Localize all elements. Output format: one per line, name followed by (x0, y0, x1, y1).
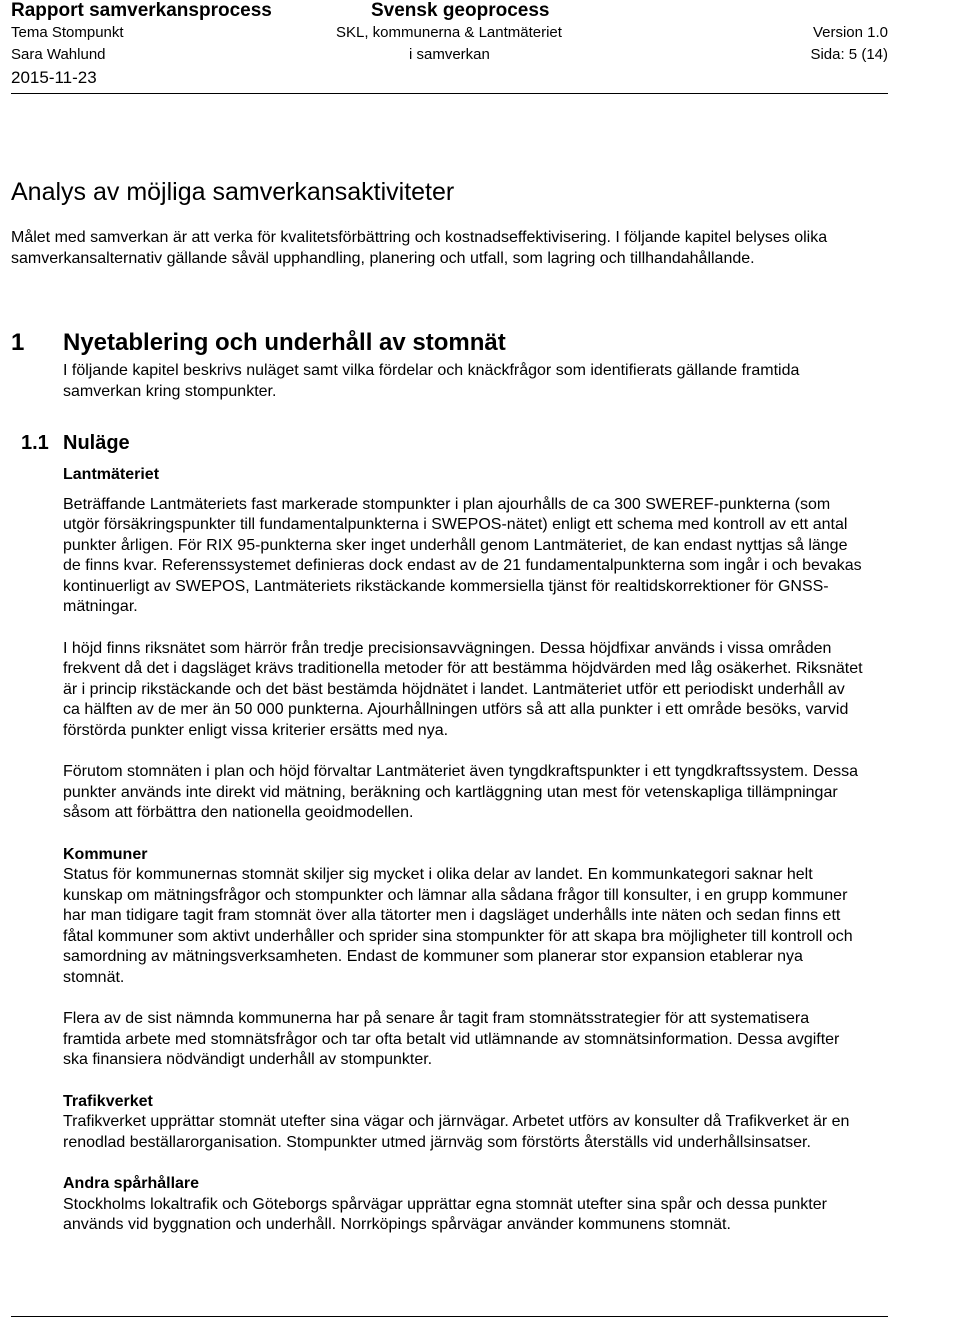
lantmateriet-paragraph-3: Förutom stomnäten i plan och höjd förvaltar Lantmäteriet även tyngdkraftspunkter i ett tyngdkraftssystem. Dessa punkter används inte direkt vid mätning, beräkning och kartläggning utan mest för vetenskapliga tillämpningar såsom att förbättra den nationella geoidmodellen. (63, 763, 859, 821)
section-heading-1 (11, 328, 506, 358)
lantmateriet-paragraph-2: I höjd finns riksnätet som härrör från tredje precisionsavvägningen. Dessa höjdfixar används i vissa områden frekvent då det i dagsläget krävs traditionella metoder för att bestämma höjdvärden med låg osäkerhet. Riksnätet är i princip rikstäckande och det bäst bestämda höjdnätet i landet. Lantmäteriet utför ett periodiskt underhåll av ca hälften av de mer än 50 000 punkterna. Ajourhållningen utförs så att alla punkter i ett område besöks, varvid förstörda punkter enligt vissa kriterier ersätts med nya. (63, 639, 863, 739)
collab-label: i samverkan (409, 46, 490, 63)
trafikverket-paragraph: Trafikverket upprättar stomnät utefter sina vägar och järnvägar. Arbetet utförs av konsulter då Trafikverket är en renodlad beställarorganisation. Stompunkter utmed järnväg som förstörts återställs vid underhållsinsatser. (63, 1113, 850, 1151)
footer-divider (11, 1316, 888, 1317)
kommuner-paragraph-1: Status för kommunernas stomnät skiljer sig mycket i olika delar av landet. En kommunkategori saknar helt kunskap om mätningsfrågor och stompunkter och lämnar alla sådana frågor till konsulter, i en grupp kommuner har man tidigare tagit fram stomnät över alla tätorter men i dagsläget underhålls inte näten och sedan finns ett fåtal kommuner som aktivt underhåller och sprider sina stompunkter för att skapa bra möjligheter till kontroll och samordning av mätningsverksamheten. Endast de kommuner som planerar stor expansion etablerar nya stomnät. (63, 866, 853, 986)
lantmateriet-paragraph-1: Beträffande Lantmäteriets fast markerade stompunkter i plan ajourhålls de ca 300 SWEREF-punkterna (som utgör försäkringspunkter till fundamentalpunkterna i SWEPOS-nätet) enligt ett schema med kontroll av ett antal punkter årligen. För RIX 95-punkterna sker inget underhåll genom Lantmäteriet, de kan endast nyttjas så länge de finns kvar. Referenssystemet definieras dock endast av de 21 fundamentalpunkterna som ingår i och bevakas kontinuerligt av SWEPOS, Lantmäteriets rikstäckande kommersiella tjänst för realtidskorrektioner för GNSS-mätningar. (63, 495, 862, 615)
trafikverket-heading: Trafikverket (63, 1092, 153, 1110)
version-label: Version 1.0 (812, 24, 888, 41)
report-title: Rapport samverkansprocess (11, 0, 272, 21)
subsection-heading-1-1 (21, 430, 130, 456)
section-intro: I följande kapitel beskrivs nuläget samt vilka fördelar och knäckfrågor som identifierats gällande framtida samverkan kring stompunkter. (63, 362, 800, 400)
lantmateriet-heading: Lantmäteriet (63, 466, 160, 483)
date-label: 2015-11-23 (11, 68, 97, 87)
theme-label: Tema Stompunkt (11, 24, 124, 41)
intro-paragraph: Målet med samverkan är att verka för kvalitetsförbättring och kostnadseffektivisering. I följande kapitel belyses olika samverkansalternativ gällande såväl upphandling, planering och utfall, som lagring och tillhandahållande. (11, 229, 828, 267)
header-divider (11, 93, 888, 94)
author-label: Sara Wahlund (11, 46, 106, 63)
subsection-title: Nuläge (63, 432, 130, 454)
section-number: 1 (11, 329, 25, 356)
project-title: Svensk geoprocess (371, 0, 550, 21)
andra-sparhallare-heading: Andra spårhållare (63, 1175, 200, 1192)
section-body (63, 465, 863, 1236)
page-title: Analys av möjliga samverkansaktiviteter (11, 178, 455, 206)
page-number: Sida: 5 (14) (810, 46, 888, 63)
kommuner-paragraph-2: Flera av de sist nämnda kommunerna har på senare år tagit fram stomnätsstrategier för att systematisera framtida arbete med stomnätsfrågor och tar ofta betalt vid utlämnande av stomnätsinformation. Dessa avgifter ska finansiera nödvändigt underhåll av stompunkter. (63, 1010, 840, 1068)
kommuner-heading: Kommuner (63, 845, 148, 863)
page-header (11, 0, 888, 94)
section-title: Nyetablering och underhåll av stomnät (63, 329, 506, 356)
subsection-number: 1.1 (21, 432, 49, 454)
andra-sparhallare-paragraph: Stockholms lokaltrafik och Göteborgs spårvägar upprättar egna stomnät utefter sina spår och dessa punkter används vid byggnation och underhåll. Norrköpings spårvägar använder kommunens stomnät. (63, 1195, 827, 1233)
parties-label: SKL, kommunerna & Lantmäteriet (336, 24, 562, 41)
